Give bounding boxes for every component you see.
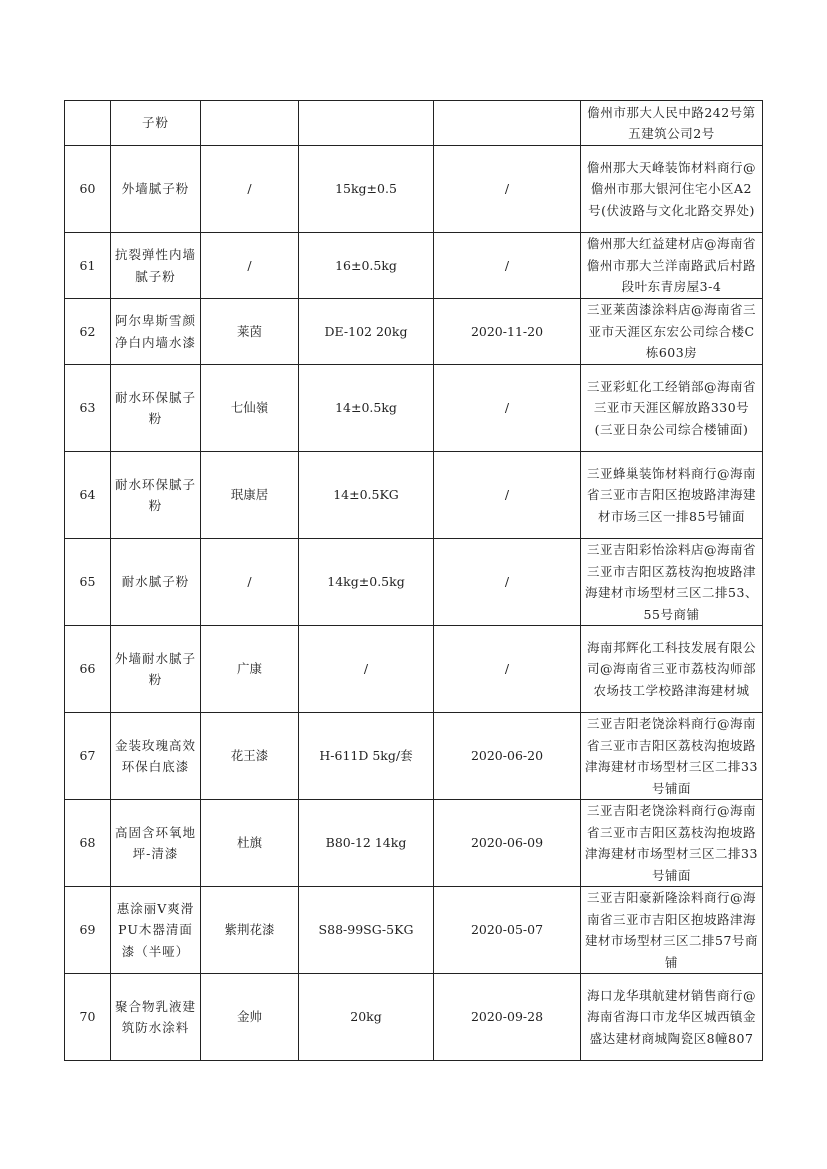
row-number-cell: 65 <box>65 539 111 626</box>
product-name-cell: 惠涂丽V爽滑PU木器清面漆（半哑） <box>111 887 201 974</box>
row-number-cell: 64 <box>65 452 111 539</box>
spec-cell <box>299 101 434 146</box>
seller-address-cell: 儋州市那大人民中路242号第五建筑公司2号 <box>581 101 763 146</box>
product-name-cell: 金装玫瑰高效环保白底漆 <box>111 713 201 800</box>
brand-cell: 杜旗 <box>201 800 299 887</box>
brand-cell: / <box>201 146 299 233</box>
spec-cell: DE-102 20kg <box>299 299 434 365</box>
production-date-cell: 2020-06-20 <box>434 713 581 800</box>
brand-cell: 花王漆 <box>201 713 299 800</box>
table-row <box>65 146 763 233</box>
production-date-cell: / <box>434 452 581 539</box>
row-number-cell: 70 <box>65 974 111 1061</box>
seller-address-cell: 三亚彩虹化工经销部@海南省三亚市天涯区解放路330号(三亚日杂公司综合楼铺面) <box>581 365 763 452</box>
row-number-cell: 60 <box>65 146 111 233</box>
brand-cell: 莱茵 <box>201 299 299 365</box>
brand-cell: 珉康居 <box>201 452 299 539</box>
brand-cell: / <box>201 233 299 299</box>
row-number-cell: 62 <box>65 299 111 365</box>
brand-cell <box>201 101 299 146</box>
product-name-cell: 耐水环保腻子粉 <box>111 452 201 539</box>
production-date-cell: 2020-11-20 <box>434 299 581 365</box>
table-row <box>65 539 763 626</box>
spec-cell: 14±0.5KG <box>299 452 434 539</box>
table-row <box>65 299 763 365</box>
brand-cell: 金帅 <box>201 974 299 1061</box>
spec-cell: 14±0.5kg <box>299 365 434 452</box>
brand-cell: 紫荆花漆 <box>201 887 299 974</box>
seller-address-cell: 三亚吉阳彩怡涂料店@海南省三亚市吉阳区荔枝沟抱坡路津海建材市场型材三区二排53、55号商铺 <box>581 539 763 626</box>
production-date-cell: / <box>434 233 581 299</box>
table-row <box>65 800 763 887</box>
table-row <box>65 233 763 299</box>
brand-cell: 广康 <box>201 626 299 713</box>
seller-address-cell: 三亚吉阳豪新隆涂料商行@海南省三亚市吉阳区抱坡路津海建材市场型材三区二排57号商铺 <box>581 887 763 974</box>
seller-address-cell: 海南邦辉化工科技发展有限公司@海南省三亚市荔枝沟师部农场技工学校路津海建材城 <box>581 626 763 713</box>
row-number-cell: 66 <box>65 626 111 713</box>
row-number-cell: 63 <box>65 365 111 452</box>
table-row <box>65 365 763 452</box>
row-number-cell: 61 <box>65 233 111 299</box>
brand-cell: 七仙嶺 <box>201 365 299 452</box>
seller-address-cell: 三亚蜂巢装饰材料商行@海南省三亚市吉阳区抱坡路津海建材市场三区一排85号铺面 <box>581 452 763 539</box>
production-date-cell: 2020-05-07 <box>434 887 581 974</box>
seller-address-cell: 三亚莱茵漆涂料店@海南省三亚市天涯区东宏公司综合楼C栋603房 <box>581 299 763 365</box>
product-name-cell: 外墙腻子粉 <box>111 146 201 233</box>
product-name-cell: 聚合物乳液建筑防水涂料 <box>111 974 201 1061</box>
table-row <box>65 101 763 146</box>
row-number-cell: 69 <box>65 887 111 974</box>
seller-address-cell: 三亚吉阳老饶涂料商行@海南省三亚市吉阳区荔枝沟抱坡路津海建材市场型材三区二排33号铺面 <box>581 713 763 800</box>
brand-cell: / <box>201 539 299 626</box>
product-table-body <box>65 101 763 1061</box>
spec-cell: / <box>299 626 434 713</box>
seller-address-cell: 儋州那大红益建材店@海南省儋州市那大兰洋南路武后村路段叶东青房屋3-4 <box>581 233 763 299</box>
seller-address-cell: 海口龙华琪航建材销售商行@海南省海口市龙华区城西镇金盛达建材商城陶瓷区8幢807 <box>581 974 763 1061</box>
spec-cell: 14kg±0.5kg <box>299 539 434 626</box>
table-row <box>65 452 763 539</box>
spec-cell: 15kg±0.5 <box>299 146 434 233</box>
production-date-cell: 2020-09-28 <box>434 974 581 1061</box>
spec-cell: 20kg <box>299 974 434 1061</box>
table-row <box>65 887 763 974</box>
seller-address-cell: 三亚吉阳老饶涂料商行@海南省三亚市吉阳区荔枝沟抱坡路津海建材市场型材三区二排33号铺面 <box>581 800 763 887</box>
product-name-cell: 外墙耐水腻子粉 <box>111 626 201 713</box>
product-table <box>64 100 763 1061</box>
table-row <box>65 626 763 713</box>
production-date-cell: / <box>434 539 581 626</box>
spec-cell: B80-12 14kg <box>299 800 434 887</box>
product-name-cell: 抗裂弹性内墙腻子粉 <box>111 233 201 299</box>
spec-cell: H-611D 5kg/套 <box>299 713 434 800</box>
production-date-cell: / <box>434 365 581 452</box>
spec-cell: 16±0.5kg <box>299 233 434 299</box>
product-name-cell: 耐水腻子粉 <box>111 539 201 626</box>
production-date-cell: / <box>434 626 581 713</box>
table-row <box>65 713 763 800</box>
row-number-cell <box>65 101 111 146</box>
product-name-cell: 阿尔卑斯雪颜净白内墙水漆 <box>111 299 201 365</box>
production-date-cell: 2020-06-09 <box>434 800 581 887</box>
seller-address-cell: 儋州那大天峰装饰材料商行@儋州市那大银河住宅小区A2号(伏波路与文化北路交界处) <box>581 146 763 233</box>
production-date-cell: / <box>434 146 581 233</box>
spec-cell: S88-99SG-5KG <box>299 887 434 974</box>
product-name-cell: 子粉 <box>111 101 201 146</box>
row-number-cell: 67 <box>65 713 111 800</box>
production-date-cell <box>434 101 581 146</box>
product-name-cell: 耐水环保腻子粉 <box>111 365 201 452</box>
row-number-cell: 68 <box>65 800 111 887</box>
product-name-cell: 高固含环氧地坪-清漆 <box>111 800 201 887</box>
table-row <box>65 974 763 1061</box>
